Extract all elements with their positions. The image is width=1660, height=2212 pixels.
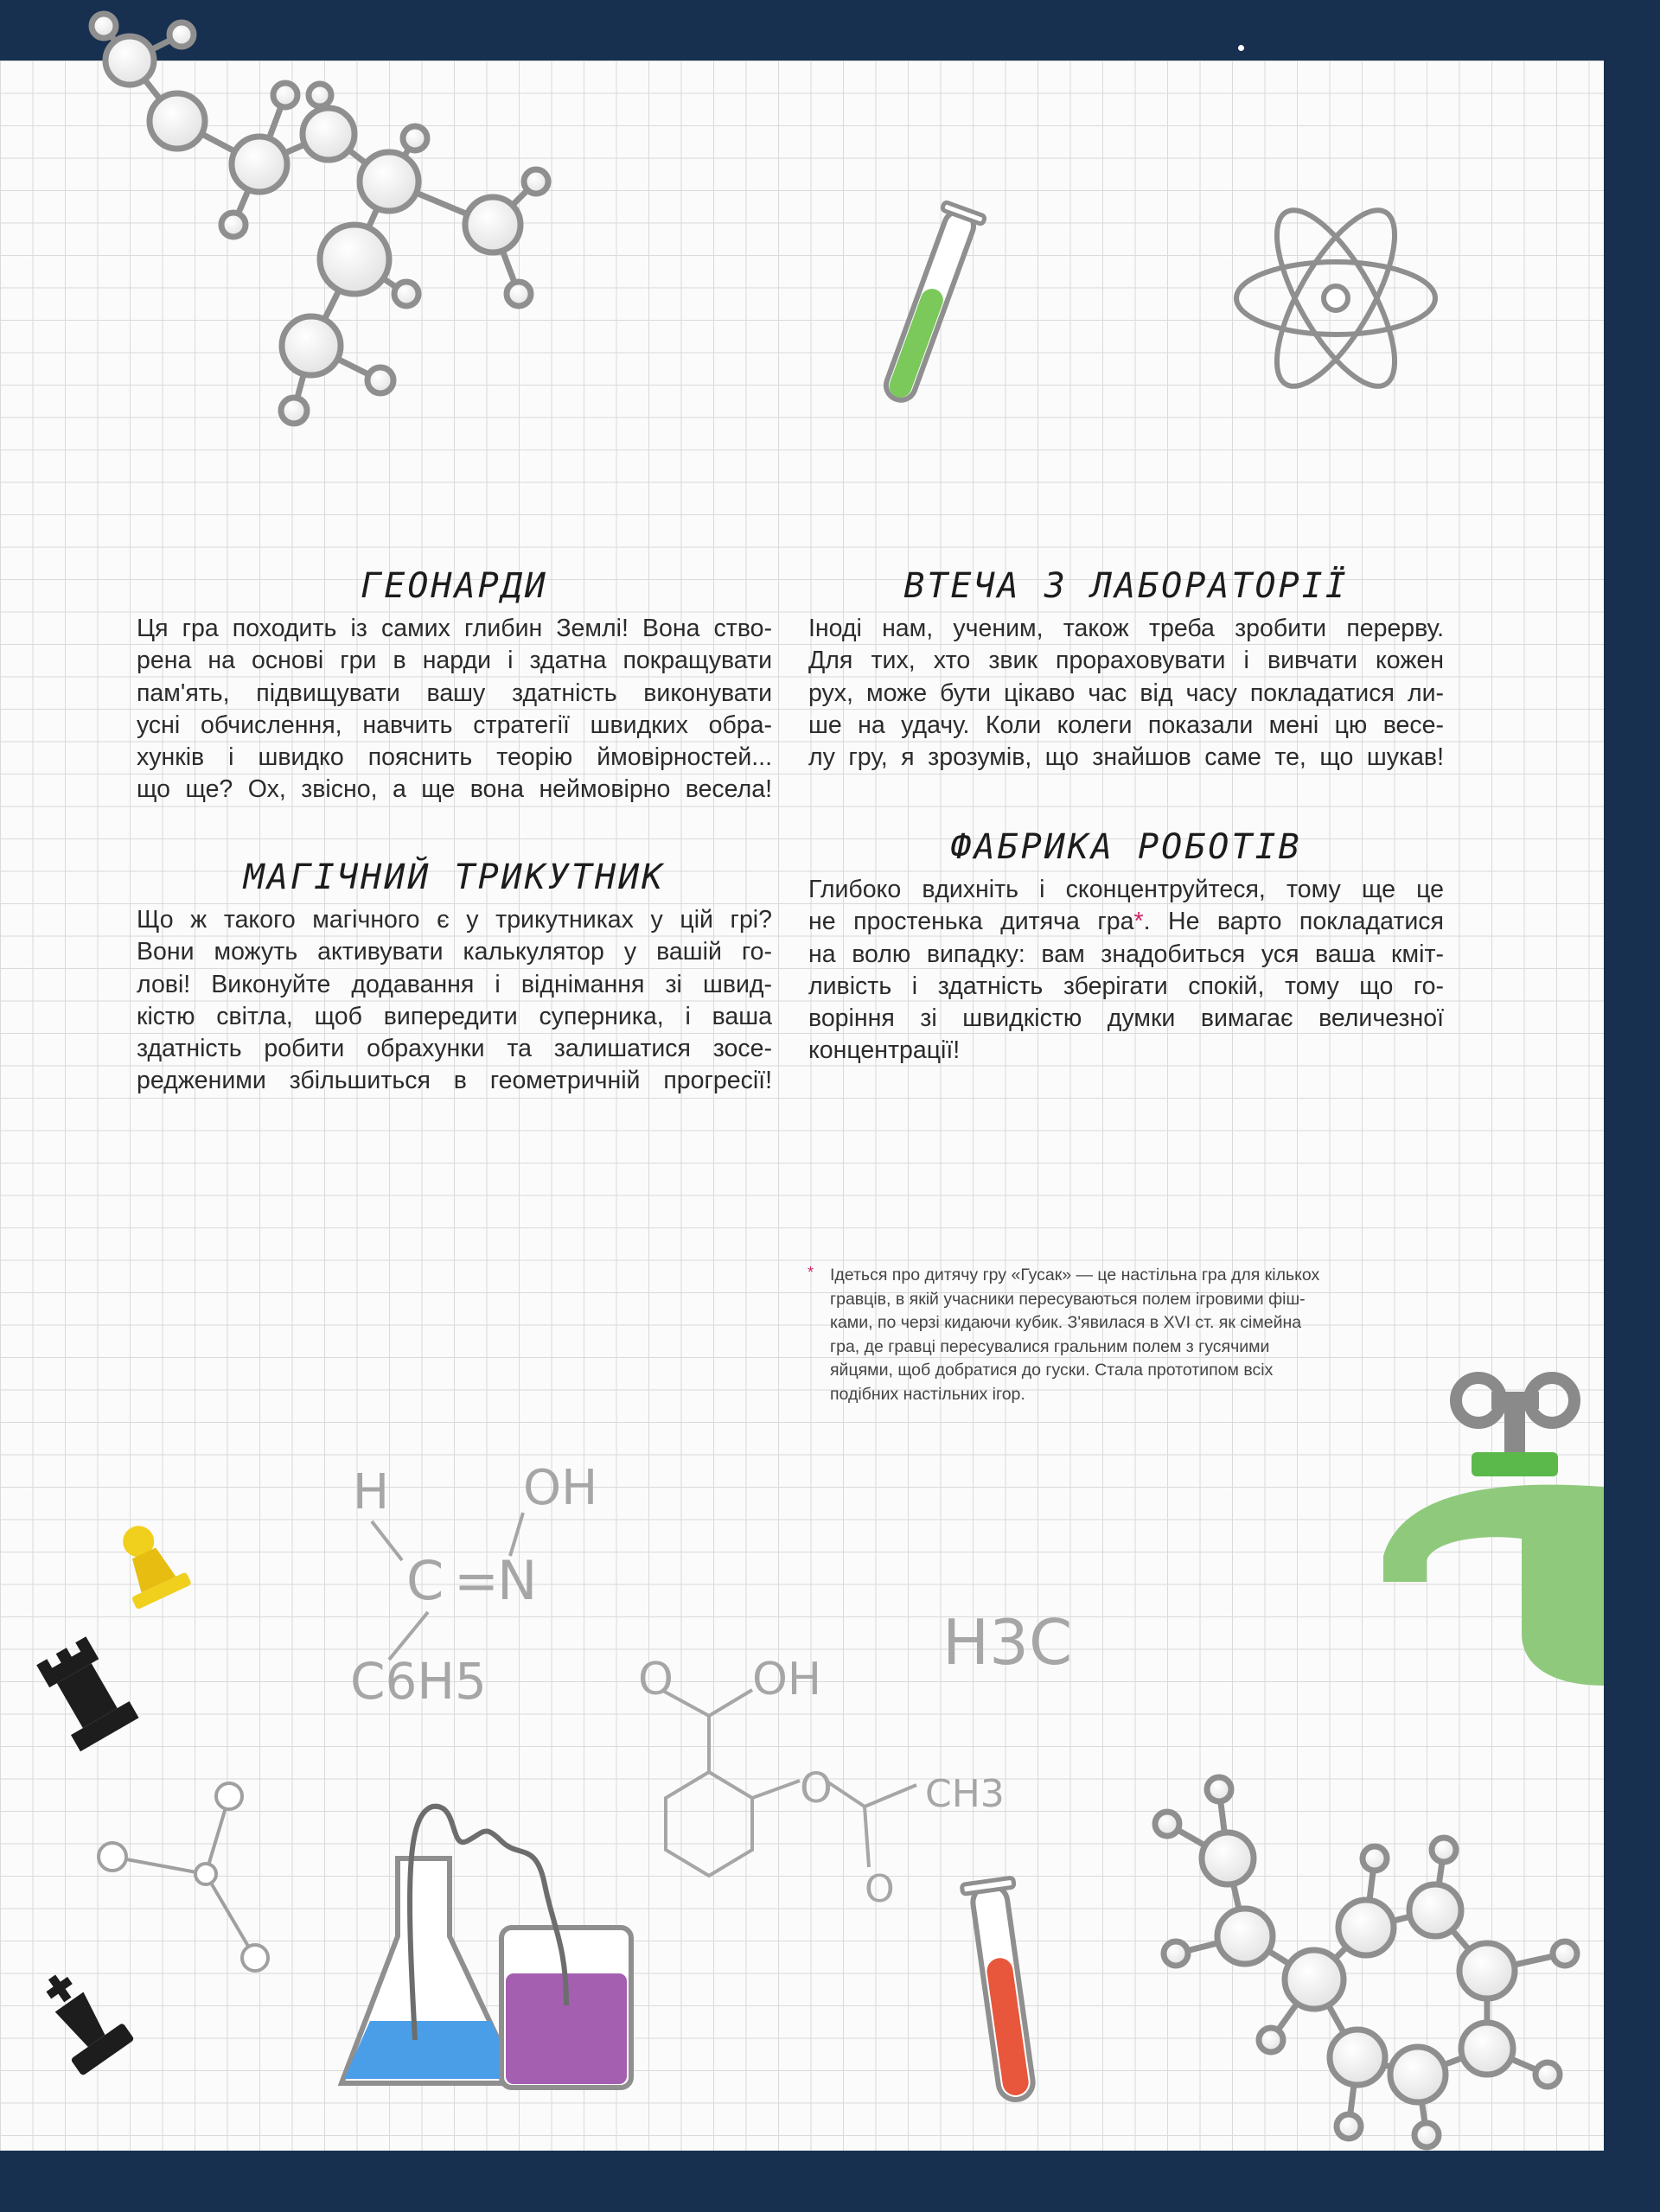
section-text: Іноді нам, ученим, також треба зробити перерву. Для тих, хто звик прораховувати і вивчати кожен рух, може бути цікаво час від часу покладатися ли- ше на удачу. Коли колеги показали мені цю весе- лу гру, я зрозумів, що знайшов саме те, що шукав!: [808, 615, 1444, 772]
svg-text:C: C: [406, 1549, 444, 1612]
footnote-star[interactable]: *: [1133, 908, 1144, 936]
section-text: Що ж такого магічного є у трикутниках у цій грі? Вони можуть активувати калькулятор у вашій го- лові! Виконуйте додавання і віднімання зі швид- кістю світла, щоб випередити суперника, і ваша здатність робити обрахунки та залишатися зосе- редженими збільшиться в геометричній прогресії!: [137, 906, 772, 1095]
svg-text:OH: OH: [752, 1654, 822, 1705]
svg-text:O: O: [638, 1654, 674, 1705]
section-title: ГЕОНАРДИ: [361, 566, 548, 606]
section-title: ФАБРИКА РОБОТІВ: [950, 827, 1302, 867]
grid-page: [0, 61, 1604, 2151]
svg-text:C6H5: C6H5: [350, 1652, 487, 1711]
svg-text:H3C: H3C: [942, 1606, 1073, 1679]
svg-text:OH: OH: [523, 1460, 598, 1516]
section-text: Ця гра походить із самих глибин Землі! Вона ство- рена на основі гри в нарди і здатна покращувати пам'ять, підвищувати вашу здатність виконувати усні обчислення, навчить стратегії швидких обра- хунків і швидко пояснить теорію ймовірностей... що ще? Ох, звісно, а ще вона неймовірно весела!: [137, 615, 772, 804]
frame-dot: [1238, 45, 1244, 51]
section-text: Глибоко вдихніть і сконцентруйтеся, тому ще це не простенька дитяча гра*. Не варто покладатися на волю випадку: вам знадобиться уся ваша кміт- ливість і здатність зберігати спокій, тому що го- воріння зі швидкістю думки вимагає величезної концентрації!: [808, 876, 1444, 1065]
footnote-mark: *: [808, 1264, 814, 1281]
section-robot-factory: [808, 827, 1444, 1068]
section-geonardy: [137, 566, 772, 806]
section-magic-triangle: [137, 857, 772, 1098]
section-title: ВТЕЧА З ЛАБОРАТОРІЇ: [903, 566, 1349, 606]
section-title: МАГІЧНИЙ ТРИКУТНИК: [243, 857, 666, 897]
svg-text:O: O: [865, 1867, 895, 1911]
section-escape-lab: [808, 566, 1444, 774]
svg-text:H: H: [353, 1464, 390, 1520]
footnote: * Ідеться про дитячу гру «Гусак» — це настільна гра для кількох гравців, в якій учасники пересуваються полем ігровими фіш- ками, по черзі кидаючи кубик. З'явилася в XVI ст. як сімейна гра, де гравці пересувалися гральним полем з гусячими яйцями, щоб добратися до гуски. Стала прототипом всіх подібних настільних ігор.: [830, 1264, 1435, 1406]
svg-text:CH3: CH3: [925, 1772, 1005, 1816]
svg-text:=: =: [454, 1549, 499, 1612]
svg-text:N: N: [497, 1549, 538, 1612]
svg-text:O: O: [800, 1764, 833, 1813]
